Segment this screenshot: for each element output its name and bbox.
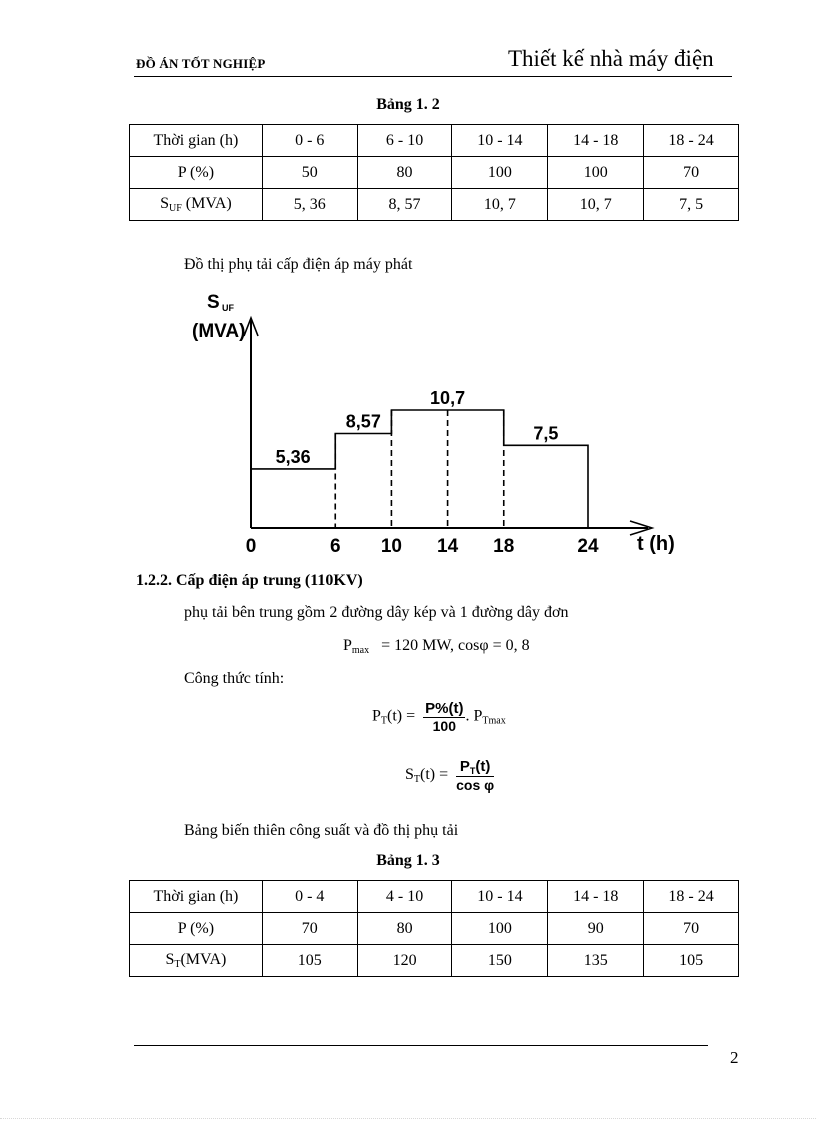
f1-rhs-main: . P [465, 707, 483, 725]
table-row [130, 189, 739, 221]
x-tick-label: 14 [437, 536, 459, 557]
f1-lhs-sub: T [380, 715, 388, 727]
header-rule [134, 76, 732, 77]
table1-caption: Bảng 1. 2 [376, 96, 440, 113]
pmax-sub: max [351, 645, 370, 656]
f2-num-main: P [459, 758, 470, 775]
chart-plot [244, 318, 652, 557]
x-tick-label: 10 [380, 536, 402, 557]
table-cell: 10 - 14 [452, 881, 548, 913]
table-cell: P (%) [130, 157, 263, 189]
data-label: 7,5 [533, 423, 559, 444]
table-row [130, 945, 739, 977]
formula-st [405, 758, 494, 793]
table-cell [130, 189, 263, 221]
pmax-main: P [343, 637, 352, 654]
table-cell: 5, 36 [262, 189, 357, 221]
page-number: 2 [730, 1048, 739, 1067]
table-cell: 0 - 4 [262, 881, 357, 913]
section-heading: 1.2.2. Cấp điện áp trung (110KV) [136, 572, 363, 589]
f2-denominator: cos φ [456, 777, 495, 793]
table-cell: 10, 7 [548, 189, 644, 221]
page-edge [0, 1118, 816, 1119]
table-cell: Thời gian (h) [130, 881, 263, 913]
table-cell: 8, 57 [357, 189, 452, 221]
f1-numerator: P%(t) [425, 700, 464, 717]
f2-lhs-main: S [405, 766, 414, 784]
f2-lhs-sub: T [413, 774, 421, 786]
label-sub: T [174, 959, 181, 970]
table-cell: Thời gian (h) [130, 125, 263, 157]
table-cell: 150 [452, 945, 548, 977]
f2-fraction [456, 758, 494, 793]
chart-intro: Đồ thị phụ tải cấp điện áp máy phát [184, 256, 413, 273]
table-cell: 70 [644, 157, 739, 189]
table-cell: 100 [452, 913, 548, 945]
label-main: S [165, 951, 175, 968]
f1-denominator: 100 [432, 718, 456, 734]
table-cell [130, 945, 263, 977]
table-cell: 100 [452, 157, 548, 189]
f2-lhs-rest: (t) = [420, 766, 453, 784]
f1-lhs-main: P [372, 707, 381, 725]
table-cell: 100 [548, 157, 644, 189]
table-cell: 4 - 10 [357, 881, 452, 913]
table-cell: 10 - 14 [452, 125, 548, 157]
section-description: phụ tải bên trung gồm 2 đường dây kép và 1 đường dây đơn [184, 604, 569, 621]
label-unit: (MVA) [181, 195, 232, 212]
table1 [129, 124, 739, 221]
data-label: 10,7 [430, 388, 466, 408]
f1-fraction [423, 700, 465, 734]
table-row [130, 157, 739, 189]
table-row [130, 125, 739, 157]
footer-rule [134, 1045, 708, 1046]
table-row [130, 913, 739, 945]
table-cell: 10, 7 [452, 189, 548, 221]
formula-intro: Công thức tính: [184, 670, 285, 687]
label-main: S [160, 195, 169, 212]
table-row [130, 881, 739, 913]
table-cell: 0 - 6 [262, 125, 357, 157]
header-left-title: ĐỒ ÁN TỐT NGHIỆP [136, 56, 266, 71]
formula-pt [372, 700, 506, 734]
x-tick-label: 0 [245, 536, 257, 557]
f2-numerator [456, 758, 494, 777]
f1-lhs-rest: (t) = [387, 707, 420, 725]
table-cell: 90 [548, 913, 644, 945]
table-cell: 50 [262, 157, 357, 189]
load-chart [0, 280, 816, 565]
table-cell: 120 [357, 945, 452, 977]
x-tick-label: 6 [329, 536, 341, 557]
pmax-rest: = 120 MW, cosφ = 0, 8 [369, 637, 530, 654]
x-tick-label: 24 [577, 536, 599, 557]
x-tick-label: 18 [493, 536, 515, 557]
table-cell: 80 [357, 157, 452, 189]
header-right-title: Thiết kế nhà máy điện [508, 46, 714, 71]
label-unit: (MVA) [180, 951, 227, 968]
f2-num-rest: (t) [475, 758, 491, 775]
y-axis-label-sub: UF [222, 303, 234, 313]
pmax-line [343, 637, 530, 656]
table-cell: 135 [548, 945, 644, 977]
f1-rhs-sub: Tmax [482, 715, 506, 727]
x-axis-label: t (h) [637, 533, 675, 555]
table-cell: 70 [262, 913, 357, 945]
table-cell: 105 [644, 945, 739, 977]
table-cell: 7, 5 [644, 189, 739, 221]
table-cell: 18 - 24 [644, 881, 739, 913]
table-cell: 70 [644, 913, 739, 945]
table-cell: 80 [357, 913, 452, 945]
table-cell: P (%) [130, 913, 263, 945]
table-cell: 14 - 18 [548, 881, 644, 913]
table-cell: 6 - 10 [357, 125, 452, 157]
data-label: 5,36 [275, 446, 311, 467]
y-axis-label-unit: (MVA) [192, 321, 246, 342]
table-cell: 14 - 18 [548, 125, 644, 157]
y-axis-label-main: S [207, 292, 220, 313]
table2-caption: Bảng 1. 3 [376, 852, 440, 869]
data-label: 8,57 [345, 411, 381, 432]
table-intro: Bảng biến thiên công suất và đồ thị phụ tải [184, 822, 459, 839]
label-sub: UF [168, 203, 182, 214]
f2-num-sub: T [469, 766, 476, 776]
table-cell: 105 [262, 945, 357, 977]
table-cell: 18 - 24 [644, 125, 739, 157]
table2 [129, 880, 739, 977]
